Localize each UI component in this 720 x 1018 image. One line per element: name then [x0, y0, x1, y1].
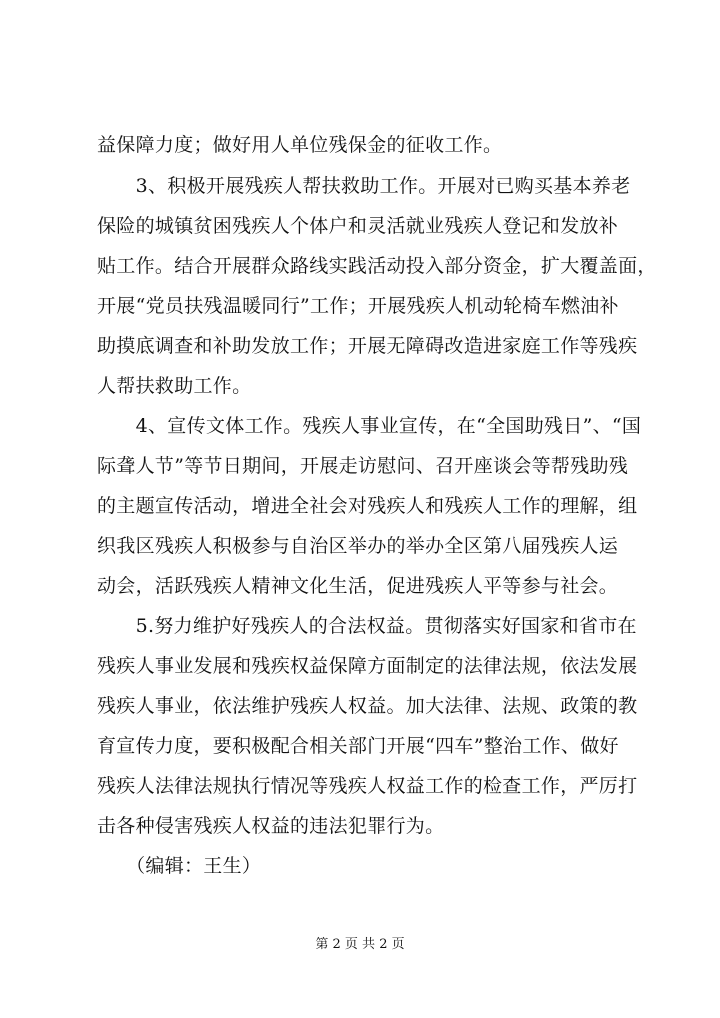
text-line: 5.努力维护好残疾人的合法权益。贯彻落实好国家和省市在 — [97, 615, 637, 637]
text-line: 残疾人事业发展和残疾权益保障方面制定的法律法规，依法发展 — [97, 655, 638, 677]
text-line: 3、积极开展残疾人帮扶救助工作。开展对已购买基本养老 — [97, 175, 631, 197]
text-line: 助摸底调查和补助发放工作；开展无障碍改造进家庭工作等残疾 — [97, 335, 638, 357]
text-line: （编辑：王生） — [97, 855, 262, 877]
page-footer — [0, 936, 720, 954]
text-line: 残疾人法律法规执行情况等残疾人权益工作的检查工作，严厉打 — [97, 775, 638, 797]
text-line: 人帮扶救助工作。 — [97, 375, 252, 397]
text-line: 开展“党员扶残温暖同行”工作；开展残疾人机动轮椅车燃油补 — [97, 295, 619, 317]
text-line: 残疾人事业，依法维护残疾人权益。加大法律、法规、政策的教 — [97, 695, 638, 717]
text-line: 保险的城镇贫困残疾人个体户和灵活就业残疾人登记和发放补 — [97, 215, 619, 237]
text-line: 益保障力度；做好用人单位残保金的征收工作。 — [97, 134, 503, 156]
text-line: 的主题宣传活动，增进全社会对残疾人和残疾人工作的理解，组 — [97, 495, 638, 517]
text-line: 击各种侵害残疾人权益的违法犯罪行为。 — [97, 815, 445, 837]
text-line: 动会，活跃残疾人精神文化生活，促进残疾人平等参与社会。 — [97, 575, 619, 597]
text-line: 际聋人节”等节日期间，开展走访慰问、召开座谈会等帮残助残 — [97, 455, 629, 477]
text-line: 织我区残疾人积极参与自治区举办的举办全区第八届残疾人运 — [97, 535, 619, 557]
text-line: 育宣传力度，要积极配合相关部门开展“四车”整治工作、做好 — [97, 735, 619, 757]
text-line: 贴工作。结合开展群众路线实践活动投入部分资金，扩大覆盖面， — [97, 255, 657, 277]
page-number: 第 2 页 共 2 页 — [315, 937, 405, 952]
text-line: 4、宣传文体工作。残疾人事业宣传，在“全国助残日”、“国 — [97, 415, 642, 437]
